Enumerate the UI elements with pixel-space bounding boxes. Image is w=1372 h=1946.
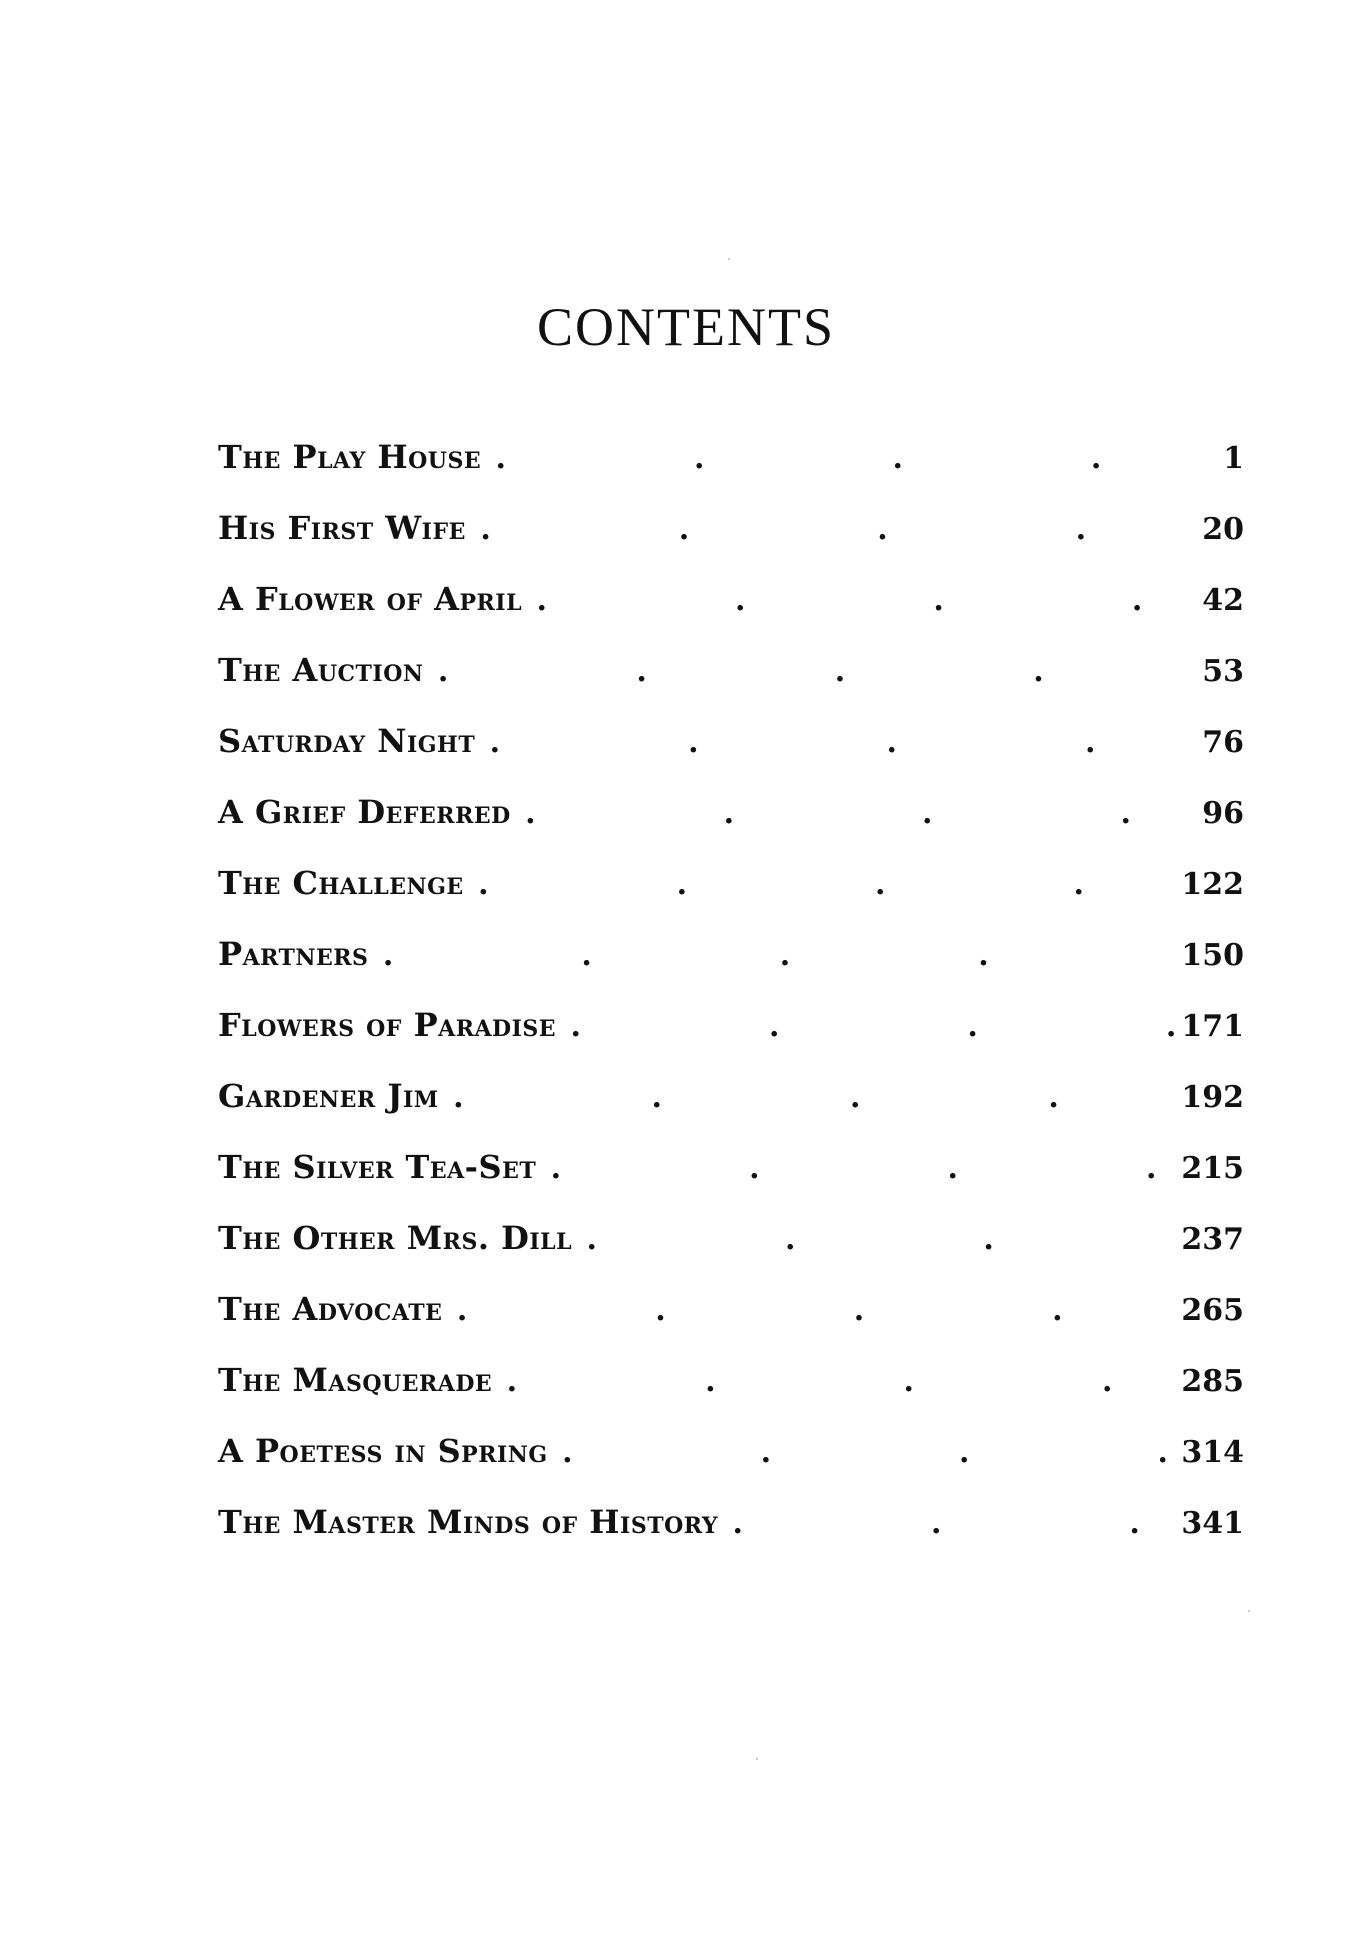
page-title: CONTENTS	[537, 297, 835, 357]
dot-leader	[427, 654, 1182, 689]
dot-leader	[496, 1364, 1177, 1399]
dot-leader	[560, 1009, 1177, 1044]
contents-entry[interactable]	[218, 1432, 1244, 1503]
entry-page-number: 285	[1181, 1364, 1244, 1399]
entry-title: A Grief Deferred	[218, 793, 511, 831]
entry-page-number: 314	[1181, 1435, 1244, 1470]
dot-leader	[443, 1080, 1178, 1115]
dot-leader	[468, 867, 1178, 902]
entry-page-number: 341	[1181, 1506, 1244, 1541]
entry-page-number: 265	[1181, 1293, 1244, 1328]
entry-page-number: 42	[1202, 583, 1244, 618]
entry-page-number: 215	[1181, 1151, 1244, 1186]
entry-title: Partners	[218, 935, 369, 973]
dot-leader	[526, 583, 1182, 618]
paper-speck	[728, 258, 730, 260]
entry-page-number: 1	[1223, 441, 1244, 476]
dot-leader	[446, 1293, 1177, 1328]
entry-title: The Advocate	[218, 1290, 443, 1328]
entry-page-number: 53	[1202, 654, 1244, 689]
entry-title: Flowers of Paradise	[218, 1006, 557, 1044]
dot-leader	[552, 1435, 1178, 1470]
contents-entry[interactable]	[218, 509, 1244, 580]
contents-entry[interactable]	[218, 1148, 1244, 1219]
entry-page-number: 150	[1181, 938, 1244, 973]
entry-title: A Poetess in Spring	[218, 1432, 548, 1470]
contents-entry[interactable]	[218, 1219, 1244, 1290]
entry-page-number: 122	[1181, 867, 1244, 902]
contents-entry[interactable]	[218, 651, 1244, 722]
entry-title: A Flower of April	[218, 580, 523, 618]
contents-entry[interactable]	[218, 793, 1244, 864]
dot-leader	[470, 512, 1182, 547]
contents-entry[interactable]	[218, 580, 1244, 651]
entry-page-number: 192	[1181, 1080, 1244, 1115]
paper-speck	[756, 1758, 758, 1760]
contents-entry[interactable]	[218, 935, 1244, 1006]
contents-entry[interactable]	[218, 1503, 1244, 1574]
contents-entry[interactable]	[218, 1077, 1244, 1148]
contents-entry[interactable]	[218, 722, 1244, 793]
entry-title: The Master Minds of History	[218, 1503, 719, 1541]
entry-page-number: 237	[1181, 1222, 1244, 1257]
dot-leader	[372, 938, 1177, 973]
contents-list	[218, 438, 1244, 1574]
dot-leader	[576, 1222, 1177, 1257]
entry-page-number: 20	[1202, 512, 1244, 547]
entry-page-number: 76	[1202, 725, 1244, 760]
entry-page-number: 96	[1202, 796, 1244, 831]
dot-leader	[722, 1506, 1177, 1541]
entry-page-number: 171	[1181, 1009, 1244, 1044]
dot-leader	[540, 1151, 1177, 1186]
dot-leader	[479, 725, 1182, 760]
dot-leader	[515, 796, 1182, 831]
entry-title: The Other Mrs. Dill	[218, 1219, 573, 1257]
dot-leader	[485, 441, 1182, 476]
entry-title: The Auction	[218, 651, 424, 689]
entry-title: The Masquerade	[218, 1361, 493, 1399]
entry-title: The Play House	[218, 438, 482, 476]
paper-speck	[1248, 1610, 1250, 1612]
entry-title: Gardener Jim	[218, 1077, 439, 1115]
entry-title: The Challenge	[218, 864, 464, 902]
contents-entry[interactable]	[218, 1006, 1244, 1077]
contents-entry[interactable]	[218, 438, 1244, 509]
entry-title: His First Wife	[218, 509, 466, 547]
contents-entry[interactable]	[218, 1290, 1244, 1361]
entry-title: Saturday Night	[218, 722, 476, 760]
contents-entry[interactable]	[218, 864, 1244, 935]
entry-title: The Silver Tea-Set	[218, 1148, 537, 1186]
contents-entry[interactable]	[218, 1361, 1244, 1432]
